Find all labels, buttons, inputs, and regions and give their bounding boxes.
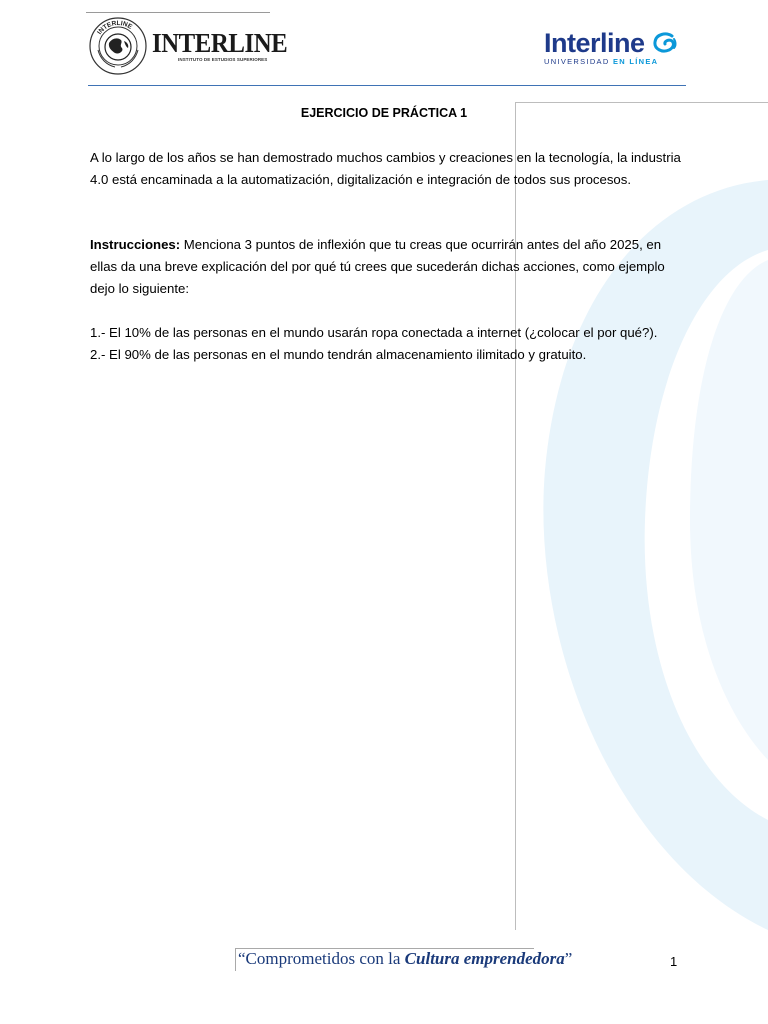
footer-slogan [238,949,572,969]
seal-text: INTERLINE [96,19,134,36]
page-number: 1 [670,954,678,969]
instructions-paragraph [90,234,690,300]
institute-subtitle: INSTITUTO DE ESTUDIOS SUPERIORES [178,57,268,62]
instructions-text: Menciona 3 puntos de inflexión que tu creas que ocurrirán antes del año 2025, en ellas da una breve explicación del por qué tú crees que sucederán dichas acciones, como ejemplo dejo lo siguiente: [90,237,665,296]
margin-guide-vertical [515,102,516,930]
svg-text:INTERLINE [96,20,134,36]
interline-online-logo [540,28,685,72]
margin-guide-horizontal [515,102,768,103]
online-wordmark: Interline [544,28,645,58]
globe-seal-icon [88,16,148,76]
logo-top-rule [86,12,270,13]
slogan-start: “Comprometidos con la [238,949,405,968]
example-item-1: 1.- El 10% de las personas en el mundo usarán ropa conectada a internet (¿colocar el por qué?). [90,325,658,340]
interline-institute-logo [86,12,288,76]
instructions-label: Instrucciones: [90,237,181,252]
institute-wordmark: INTERLINE [152,28,288,58]
swirl-icon [652,32,678,54]
online-subtitle [544,57,658,66]
online-subtitle-main: UNIVERSIDAD [544,57,610,66]
slogan-emphasis: Cultura emprendedora [404,949,565,968]
exercise-title: EJERCICIO DE PRÁCTICA 1 [300,106,468,120]
slogan-end: ” [564,949,573,968]
header-divider [88,85,686,86]
example-item-2: 2.- El 90% de las personas en el mundo tendrán almacenamiento ilimitado y gratuito. [90,347,587,362]
online-subtitle-accent: EN LÍNEA [612,57,659,66]
intro-paragraph: A lo largo de los años se han demostrado muchos cambios y creaciones en la tecnología, la industria 4.0 está encaminada a la automatización, digitalización e integración de todos sus procesos. [90,150,681,187]
